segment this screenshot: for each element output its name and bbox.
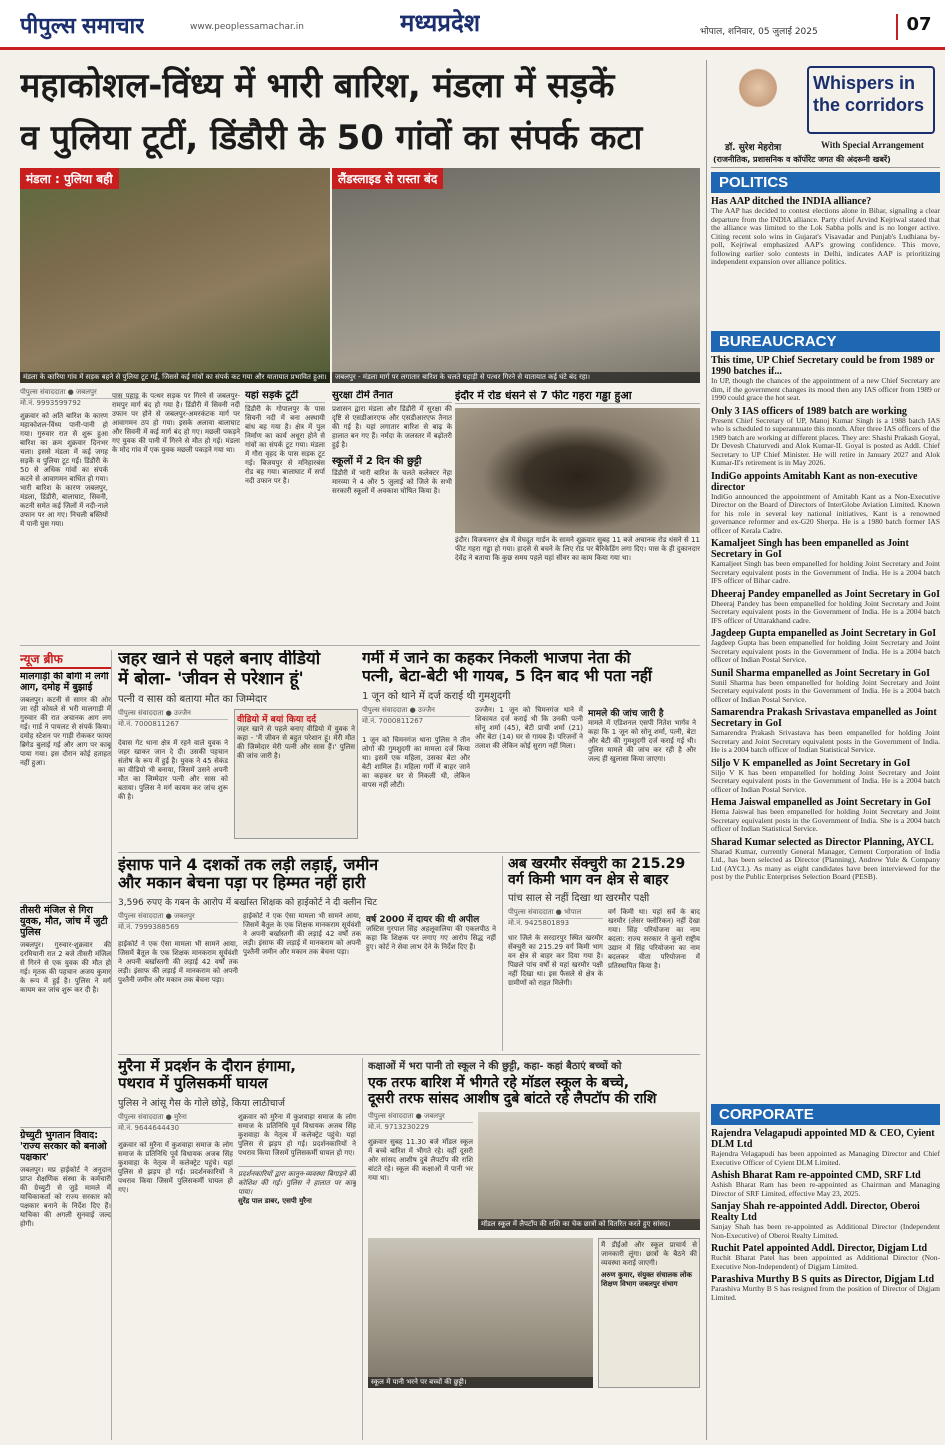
photo-caption-2: जबलपुर - मंडला मार्ग पर लगातार बारिश के चलते पहाड़ी से पत्थर गिरने से यातायात कई घंटे बंद रहा। [332,372,700,383]
bureaucracy-item-body: Dheeraj Pandey has been empanelled for holding Joint Secretary and Joint Secretary equivalent posts in the Government of India. He is a 2004 batch IFS officer of Uttarakhand cadre. [711,598,940,625]
story-f-photo-1 [478,1112,700,1230]
lead-sub2-body: प्रशासन द्वारा मंडला और डिंडौरी में सुरक्षा की दृष्टि से एसडीआरएफ और एसडीआरएफ तैनात की गई है। यहां लगातार बारिश से बाढ़ के हालात बन गए हैं। नर्मदा के जलस्तर में बढ़ोतरी हुई है। [332,404,452,449]
bureaucracy-item-headline: Only 3 IAS officers of 1989 batch are working [711,405,907,417]
story-b-body: 1 जून को चिमनगंज थाना पुलिस ने तीन लोगों की गुमशुदगी का मामला दर्ज किया था। इसमें एक महिला, उसका बेटा और बेटी शामिल हैं। महिला गर्मी में बाहर जाने का कहकर घर से निकली थी, लेकिन वापस नहीं लौटी। [362,735,470,789]
corporate-item-headline: Sanjay Shah re-appointed Addl. Director, Oberoi Realty Ltd [711,1201,920,1223]
brief-item [20,902,111,1127]
lead-photo-2 [332,168,700,383]
lead-sub2-title: सुरक्षा टीमें तैनात [332,390,452,403]
bureaucracy-item-headline: Sharad Kumar selected as Director Planning, AYCL [711,836,934,848]
story-f-byline: पीपुल्स संवाददाता ● जबलपुर [368,1112,473,1123]
story-a [118,650,358,850]
story-b [362,650,700,850]
corporate-list [711,1125,940,1360]
corporate-bar: CORPORATE [711,1104,940,1125]
bureaucracy-item-headline: Jagdeep Gupta empanelled as Joint Secretary in GoI [711,628,937,639]
pothole-body: इंदौर। विजयनगर क्षेत्र में मेघदूत गार्डन के सामने शुक्रवार सुबह 11 बजे अचानक रोड धंसने से 11 फीट गहरा गड्ढा हो गया। हादसे से बचने के लिए रोड पर बैरिकेडिंग लगा दिए। पास के ही दुकानदार देवेंद्र ने बताया कि कुछ समय पहले यहां सीवर का काम किया गया था। [455,535,700,562]
story-c-body-cont: हाईकोर्ट ने एक ऐसा मामला भी सामने आया, जिसमें बैतूल के एक शिक्षक मानकराम सूर्यवंशी ने अपनी बर्खास्तगी की लड़ाई 42 वर्षों तक लड़ी। इंसाफ की लड़ाई में मानकराम को अपनी पुश्तैनी जमीन और मकान तक बेचना पड़ा। [243,911,361,956]
divider [20,645,700,646]
story-d [502,856,700,1051]
story-c-mobile: मो.नं. 7999388569 [118,922,180,931]
story-d-headline-1: अब खरमौर सेंक्चुरी का 215.29 [508,856,686,872]
bureaucracy-item-body: Siljo V K has been empanelled for holding Joint Secretary and Joint Secretary equivalent posts in the Government of India. He is a 2004 batch officer of Indian Postal Service. [711,767,940,794]
story-e-body: शुक्रवार को मुरैना में कुशवाहा समाज के लोग समाज के प्रतिनिधि पूर्व विधायक अजब सिंह कुशवाहा के नेतृत्व में कलेक्ट्रेट पहुंचे। यहां पुलिस से झड़प हो गई। प्रदर्शनकारियों ने पथराव किया जिसमें पुलिसकर्मी घायल हो गए। [118,1140,233,1194]
story-d-byline: पीपुल्स संवाददाता ● भोपाल [508,908,603,919]
pothole-box [455,390,700,640]
pothole-title: इंदौर में रोड धंसने से 7 फीट गहरा गड्ढा हुआ [455,390,700,404]
story-f-caption-2: स्कूल में पानी भरने पर बच्चों की छुट्टी। [368,1377,593,1388]
bureaucracy-item-headline: IndiGo appoints Amitabh Kant as non-executive director [711,470,918,493]
lead-headline [20,60,700,170]
story-f-photo-2 [368,1238,593,1388]
masthead [0,0,945,50]
story-f-note-by: अरुण कुमार, संयुक्त संचालक लोक शिक्षण विभाग जबलपुर संभाग [601,1271,692,1289]
divider [118,1054,700,1055]
story-a-body: देवास गेट थाना क्षेत्र में रहने वाले युवक ने जहर खाकर जान दे दी। उसकी पहचान संतोष के रूप में हुई है। युवक ने 45 सेकंड का वीडियो भी बनाया, जिसमें उसने अपनी मौत का जिम्मेदार पत्नी और सास को बताया। पुलिस ने मर्ग कायम कर जांच शुरू की है। [118,739,228,802]
story-b-side-title: मामले की जांच जारी है [588,708,664,719]
news-brief [20,650,112,1440]
story-c [118,856,496,1051]
column-title [807,66,935,134]
corporate-item-headline: Parashiva Murthy B S quits as Director, Digjam Ltd [711,1274,935,1285]
byline-text: पीपुल्स संवाददाता ● जबलपुर [20,388,140,399]
corporate-item-body: Sanjay Shah has been re-appointed as Additional Director (Independent Non-Executive) of Oberoi Realty Limited. [711,1222,940,1240]
bureaucracy-item-body: In UP, though the chances of the appointment of a new Chief Secretary are dim, if the government changes its mood then any IAS officer from 1989 or 1990 could grace the hot seat. [711,376,940,402]
lead-headline-line1: महाकोशल-विंध्य में भारी बारिश, मंडला में सड़कें [20,66,615,106]
story-b-side-body: मामले में एडिशनल एसपी नितेश भार्गव ने कहा कि 1 जून को सोनू शर्मा, पत्नी, बेटा और बेटी की गुमशुदगी दर्ज कराई गई थी। पुलिस मामले की जांच कर रही है और जल्द ही खुलासा किया जाएगा। [588,718,696,763]
corporate-item-headline: Ruchit Patel appointed Addl. Director, Digjam Ltd [711,1243,928,1254]
story-e [118,1058,358,1440]
masthead-logo: पीपुल्स समाचार [20,13,145,38]
photo-tag-2: लैंडस्लाइड से रास्ता बंद [332,168,443,189]
byline-mobile: मो.नं. 9993599792 [20,399,82,407]
story-f-headline-1: एक तरफ बारिश में भीगते रहे मॉडल स्कूल के बच्चे, [368,1075,630,1091]
photo-tag-1: मंडला : पुलिया बही [20,168,119,189]
story-f [362,1058,700,1440]
story-d-headline-2: वर्ग किमी भाग वन क्षेत्र से बाहर [508,872,669,889]
bureaucracy-list [711,352,940,1100]
bureaucracy-item-headline: Kamaljeet Singh has been empanelled as Joint Secretary in GoI [711,538,909,560]
lead-body-col2: पास पहाड़ के पत्थर सड़क पर गिरने से जबलपुर-रामपुर मार्ग बंद हो गया है। डिंडौरी में सिवनी नदी उफान पर होने से जबलपुर-अमरकंटक मार्ग पर आवागमन ठप हो गया। इसके अलावा बालाघाट और सिवनी में कई मार्ग बंद हो गए। मछली पकड़ने गए युवक की पानी में गिरने से मौत हो गई। मंडला के मोद गांव में एक युवक मछली पकड़ने गया था। [112,392,240,454]
bureaucracy-item-headline: This time, UP Chief Secretary could be from 1989 or 1990 batches if... [711,355,935,377]
brief-item [20,672,111,902]
author-photo [727,62,789,136]
column-title-text: Whispers in the corridors [813,73,925,115]
brief-item [20,1127,111,1427]
lead-sub1 [245,390,325,640]
bureaucracy-item-body: IndiGo announced the appointment of Amitabh Kant as a Non-Executive Director on the Board of Directors of InterGlobe Aviation Limited. Known for his role in several key national initiatives, Kant is a renowned governance reformer and ex-G20 Sherpa. He is a 1980 batch former IAS officer of Kerala Cadre. [711,491,940,535]
story-e-deck: पुलिस ने आंसू गैस के गोले छोड़े, किया लाठीचार्ज [118,1097,285,1109]
corporate-item-headline: Ashish Bharat Ram re-appointed CMD, SRF Ltd [711,1170,921,1181]
corporate-item-body: Ashish Bharat Ram has been re-appointed as Chairman and Managing Director of SRF Limited, effective May 23, 2025. [711,1180,940,1198]
story-b-deck: 1 जून को थाने में दर्ज कराई थी गुमशुदगी [362,690,511,702]
story-a-mobile: मो.नं. 7000811267 [118,720,180,729]
arrangement: With Special Arrangement [821,140,924,150]
story-e-quote-text: प्रदर्शनकारियों द्वारा कानून-व्यवस्था बिगाड़ने की कोशिश की गई। पुलिस ने हालात पर काबू पाया। [238,1169,356,1196]
bureaucracy-item-headline: Hema Jaiswal empanelled as Joint Secretary in GoI [711,797,932,808]
story-b-mobile: मो.नं. 7000811267 [362,716,424,725]
corporate-item-body: Rajendra Velagapudi has been appointed as Managing Director and Chief Executive Officer of Cyient DLM Limited. [711,1149,940,1167]
lead-sub1-body: डिंडौरी के गोपालपुर के पास सिवनी नदी में बना अस्थायी बांध बह गया है। क्षेत्र में पुल निर्माण का कार्य अधूरा होने से गांवों का संपर्क टूट गया। मंडला में गौरा वृहद के पास सड़क टूट गई। बिजयपुर से मनिहारबंस रोड बह गया। बालाघाट में सर्पा नदी उफान पर है। [245,404,325,485]
lead-sub3-title: स्कूलों में 2 दिन की छुट्टी [332,455,422,467]
bureaucracy-item-body: Kamaljeet Singh has been empanelled for holding Joint Secretary and Joint Secretary equivalent posts in the Government of India. He is a 2004 batch IFS officer of Bihar cadre. [711,559,940,585]
brief-item-headline: ग्रेच्युटी भुगतान विवाद: 'राज्य सरकार को बनाओ पक्षकार' [20,1130,107,1163]
lead-sub3-body: डिंडौरी में भारी बारिश के चलते कलेक्टर नेहा मारव्या ने 4 और 5 जुलाई को जिले के सभी सरकारी स्कूलों में अवकाश घोषित किया है। [332,469,452,495]
brief-item-headline: तीसरी मंजिल से गिरा युवक, मौत, जांच में जुटी पुलिस [20,905,108,938]
story-c-headline-1: इंसाफ पाने 4 दशकों तक लड़ी लड़ाई, जमीन [118,856,379,874]
brief-item-body: जबलपुर। मप्र हाईकोर्ट ने अनुदान प्राप्त शैक्षणिक संस्था के कर्मचारी की ग्रेच्युटी से जुड़े मामले में याचिकाकर्ता को राज्य सरकार को पक्षकार बनाने के निर्देश दिए हैं। याचिका की अगली सुनवाई जल्द होगी। [20,1165,111,1228]
brief-item-headline: मालगाड़ी की बोगी में लगी आग, दमोह में बुझाई [20,672,109,693]
brief-item-body: जबलपुर। कटनी से सागर की ओर जा रही कोयले से भरी मालगाड़ी में गुरुवार की रात अचानक आग लग गई। गार्ड ने पायलट से संपर्क किया। दमोह स्टेशन पर गाड़ी रोककर फायर ब्रिगेड बुलाई गई और आग पर काबू पाया गया। इस दौरान कोई हताहत नहीं हुआ। [20,695,111,767]
story-a-box-title: वीडियो में बयां किया दर्द [237,715,316,726]
column-header [711,60,940,168]
story-f-body: शुक्रवार सुबह 11.30 बजे मॉडल स्कूल में बच्चे बारिश में भीगते रहे। वहीं दूसरी ओर सांसद आशीष दुबे लैपटॉप की राशि बांटते रहे। स्कूल की कक्षाओं में पानी भर गया था। [368,1138,473,1183]
section-title: मध्यप्रदेश [400,9,481,37]
masthead-url: www.peoplessamachar.in [190,22,304,32]
politics-headline: Has AAP ditched the INDIA alliance? [711,196,872,207]
story-b-body-2: उज्जैन। 1 जून को चिमनगंज थाने में शिकायत दर्ज कराई थी कि उनकी पत्नी सोनू शर्मा (45), बेटी प्राची शर्मा (21) और बेटा (14) घर से गायब हैं। परिजनों ने तलाश की लेकिन कोई सुराग नहीं मिला। [475,705,583,750]
story-b-headline-2: पत्नी, बेटा-बेटी भी गायब, 5 दिन बाद भी पता नहीं [362,666,652,685]
story-d-deck: पांच साल से नहीं दिखा था खरमौर पक्षी [508,893,650,905]
story-a-byline: पीपुल्स संवाददाता ● उज्जैन [118,709,228,720]
bureaucracy-item-body: Jagdeep Gupta has been empanelled for holding Joint Secretary and Joint Secretary equivalent posts in the Government of India. He is a 2004 batch officer of Indian Postal Service. [711,638,940,664]
right-column [706,60,940,1440]
photo-caption-1: मंडला के कारिया गांव में सड़क बहने से पुलिया टूट गई, जिससे कई गांवों का संपर्क कट गया और यातायात प्रभावित हुआ। [20,372,330,383]
brief-item-body: जबलपुर। गुरुवार-शुक्रवार की दरमियानी रात 2 बजे तीसरी मंजिल से गिरने से एक युवक की मौत हो गई। मृतक की पहचान अजय कुमार के रूप में हुई है। पुलिस ने मर्ग कायम कर जांच शुरू कर दी है। [20,940,111,994]
lead-body-col1: शुक्रवार को अति बारिश के कारण महाकोशल-विंध्य पानी-पानी हो गया। गुरुवार रात से शुरू हुआ बारिश का क्रम शुक्रवार दिनभर चला। इससे मंडला में कई जगह सड़कें व पुलिया टूट गईं। डिंडौरी के 50 से अधिक गांवों का संपर्क कटने से आवागमन बाधित हो गया। भारी बारिश के कारण जबलपुर, मंडला, डिंडौरी, बालाघाट, सिवनी, कटनी समेत कई जिलों में नदी-नाले उफान पर आ गए। निचली बस्तियों में पानी घुस गया। [20,412,108,528]
story-d-mobile: मो.नं. 9425801893 [508,919,570,928]
story-f-headline-2: दूसरी तरफ सांसद आशीष दुबे बांटते रहे लैपटॉप की राशि [368,1091,657,1108]
story-c-sub: वर्ष 2000 में दायर की थी अपील [366,914,480,925]
story-d-body: धार जिले के सरदारपुर स्थित खरमौर सेंक्चुरी का 215.29 वर्ग किमी भाग वन क्षेत्र से बाहर कर दिया गया है। पिछले पांच वर्षों से यहां खरमौर पक्षी नहीं दिखा था। इस फैसले से क्षेत्र के ग्रामीणों को राहत मिलेगी। [508,934,603,988]
story-c-deck: 3,596 रुपए के गबन के आरोप में बर्खास्त शिक्षक को हाईकोर्ट ने दी क्लीन चिट [118,897,377,908]
bureaucracy-item-headline: Dheeraj Pandey empanelled as Joint Secretary in GoI [711,588,940,600]
story-c-byline: पीपुल्स संवाददाता ● जबलपुर [118,912,238,923]
story-e-quote-by: सुरेंद्र पाल डाबर, एसपी मुरैना [238,1196,312,1205]
story-f-mobile: मो.नं. 9713230229 [368,1123,430,1132]
lead-photo-1 [20,168,330,383]
story-b-byline: पीपुल्स संवाददाता ● उज्जैन [362,706,470,717]
bureaucracy-item-headline: Sunil Sharma empanelled as Joint Secretary in GoI [711,667,930,679]
lead-headline-line2: व पुलिया टूटीं, डिंडौरी के 50 गांवों का संपर्क कटा [20,118,643,158]
story-f-note: मैं डीईओ और स्कूल प्राचार्य से जानकारी लूंगा। छात्रों के बैठने की व्यवस्था कराई जाएगी। [601,1241,697,1268]
story-a-box-body: जहर खाने से पहले बनाए वीडियो में युवक ने कहा - 'मैं जीवन से बहुत परेशान हूं। मेरी मौत की जिम्मेदार मेरी पत्नी और सास हैं।' पुलिस की जांच जारी है। [237,725,355,761]
story-e-body-cont: शुक्रवार को मुरैना में कुशवाहा समाज के लोग समाज के प्रतिनिधि पूर्व विधायक अजब सिंह कुशवाहा के नेतृत्व में कलेक्ट्रेट पहुंचे। यहां पुलिस से झड़प हो गई। प्रदर्शनकारियों ने पथराव किया जिसमें पुलिसकर्मी घायल हो गए। [238,1112,356,1157]
story-a-headline-2: में बोला- 'जीवन से परेशान हूं' [118,668,304,689]
corporate-item-body: Parashiva Murthy B S has resigned from the position of Director of Digjam Limited. [711,1284,940,1302]
bureaucracy-item-body: Sharad Kumar, currently General Manager, Cement Corporation of India Ltd., has been selected as Director (Planning), Andrew Yule & Company Ltd (AYCL). As many as eight candidates have been interviewed for the post by the Public Enterprises Selection Board (PESB). [711,846,940,881]
bureaucracy-item-headline: Samarendra Prakash Srivastava empanelled as Joint Secretary in GoI [711,707,937,729]
bureaucracy-item-body: Sunil Sharma has been empanelled for holding Joint Secretary and Joint Secretary equivalent posts in the Government of India. He is a 2004 batch officer of Indian Postal Service. [711,677,940,704]
bureaucracy-item-body: Samarendra Prakash Srivastava has been empanelled for holding Joint Secretary and Joint Secretary equivalent posts in the Government of India. He is a 2004 batch officer of Indian Statistical Service. [711,728,940,754]
corporate-item-headline: Rajendra Velagapudi appointed MD & CEO, Cyient DLM Ltd [711,1128,935,1150]
corporate-item-body: Ruchit Bharat Patel has been appointed as Additional Director (Non-Executive Non-Independent) of Digjam Limited. [711,1253,940,1271]
bureaucracy-item-headline: Siljo V K empanelled as Joint Secretary in GoI [711,757,911,769]
bureaucracy-item-body: Present Chief Secretary of UP, Manoj Kumar Singh is a 1988 batch IAS who is scheduled to superannuate this month. After three IAS officers of the 1989 batch are working at different places. They are: Shashi Prakash Goyal, Dr Devesh Chaturvedi and Alok Kumar-II. Goyal is posted as Addl. Chief Secretary to UP Chief Minister. He will retire in January 2027 and Alok Kumar-II's retirement is in May 2026. [711,415,940,467]
story-e-byline: पीपुल्स संवाददाता ● मुरैना [118,1113,233,1124]
story-f-caption-1: मॉडल स्कूल में लैपटॉप की राशि का चेक छात्रों को वितरित करते हुए सांसद। [478,1219,700,1230]
bureaucracy-bar: BUREAUCRACY [711,331,940,352]
page-number: 07 [896,14,940,40]
story-a-headline-1: जहर खाने से पहले बनाए वीडियो [118,650,321,669]
story-e-quote [238,1166,356,1206]
divider [118,852,700,853]
story-c-body: हाईकोर्ट ने एक ऐसा मामला भी सामने आया, जिसमें बैतूल के एक शिक्षक मानकराम सूर्यवंशी ने अपनी बर्खास्तगी की लड़ाई 42 वर्षों तक लड़ी। इंसाफ की लड़ाई में मानकराम को अपनी पुश्तैनी जमीन और मकान तक बेचना पड़ा। [118,939,238,984]
story-d-body-2: वर्ग किमी था। यहां सर्वे के बाद खरमौर (लेसर फ्लोरिकन) नहीं देखा गया। सिंह परियोजना का नाम बदला: राज्य सरकार ने कूनो राष्ट्रीय उद्यान में सिंह परियोजना का नाम बदलकर चीता परियोजना में प्रतिस्थापित किया है। [608,908,700,971]
dateline: भोपाल, शनिवार, 05 जुलाई 2025 [700,27,818,37]
pothole-photo [455,408,700,533]
story-c-headline-2: और मकान बेचना पड़ा पर हिम्मत नहीं हारी [118,873,366,893]
politics-bar: POLITICS [711,172,940,193]
author-name: डॉ. सुरेश मेहरोत्रा [725,143,782,153]
story-e-headline-2: पथराव में पुलिसकर्मी घायल [118,1074,268,1093]
story-a-deck: पत्नी व सास को बताया मौत का जिम्मेदार [118,694,267,706]
story-e-headline-1: मुरैना में प्रदर्शन के दौरान हंगामा, [118,1058,296,1075]
story-f-kicker: कक्षाओं में भरा पानी तो स्कूल ने की छुट्टी, कहा- कहां बैठाएं बच्चों को [368,1061,622,1072]
brief-title: न्यूज ब्रीफ [20,650,111,669]
story-c-sub-body: जस्टिस गुरपाल सिंह अहलूवालिया की एकलपीठ ने कहा कि शिक्षक पर लगाए गए आरोप सिद्ध नहीं हुए। कोर्ट ने सेवा लाभ देने के निर्देश दिए हैं। [366,924,496,951]
column-subtitle: (राजनीतिक, प्रशासनिक व कॉर्पोरेट जगत की अंदरूनी खबरें) [713,155,891,164]
story-b-headline-1: गर्मी में जाने का कहकर निकली भाजपा नेता की [362,650,631,667]
politics-body: The AAP has decided to contest elections alone in Bihar, signaling a clear departure from the INDIA alliance. Party chief Arvind Kejriwal stated that the alliance was limited to the Lok Sabha polls and is no longer active. Citing recent solo wins in Gujarat's Visavadar and Punjab's Ludhiana by-poll, Kejriwal emphasized AAP's growing confidence. This move, following earlier solo contests in Delhi, indicates AAP is prioritizing independent expansion over alliance politics. [711,207,940,266]
story-e-mobile: मो.नं. 9644644430 [118,1123,180,1132]
lead-sub1-title: यहां सड़कें टूटीं [245,390,325,403]
bureaucracy-item-body: Hema Jaiswal has been empanelled for holding Joint Secretary and Joint Secretary equivalent posts in the Government of India. She is a 2004 batch officer of Indian Statistical Service. [711,807,940,833]
lead-sub2 [332,390,452,640]
